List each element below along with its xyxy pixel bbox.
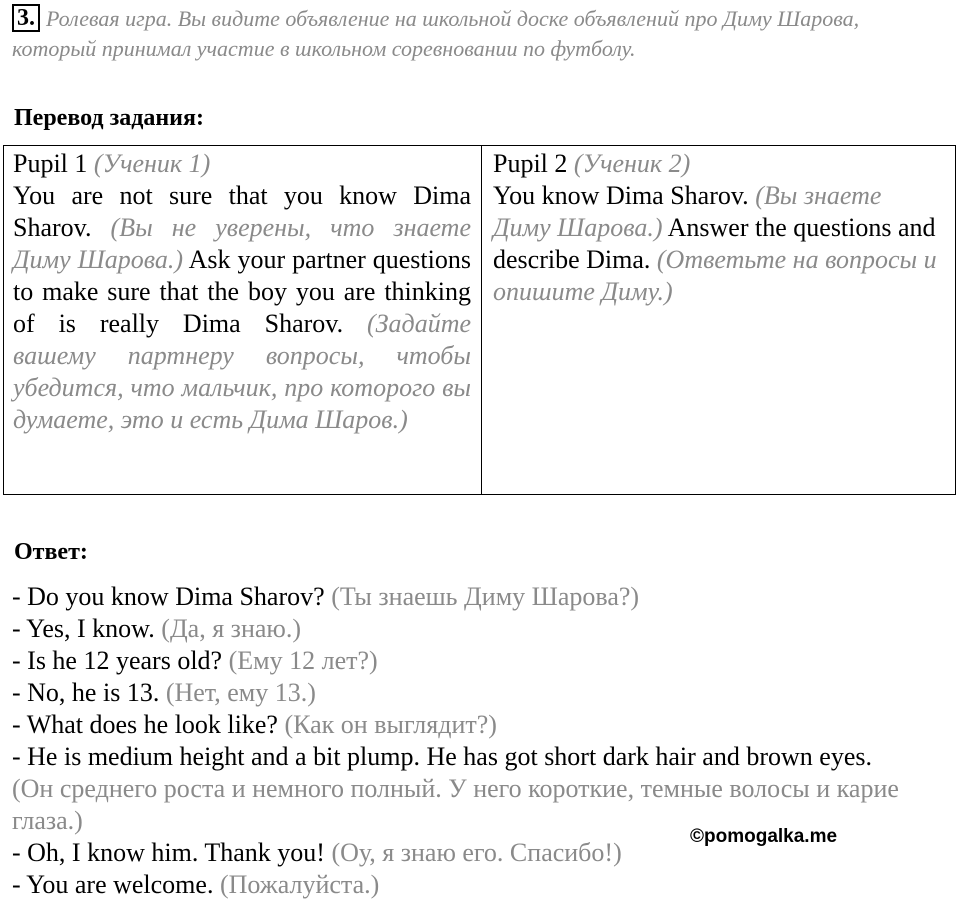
pupil-2-text-1-ru: (Вы знаете Диму Шарова.) bbox=[493, 181, 882, 242]
pupil-1-cell bbox=[4, 146, 482, 494]
answer-line bbox=[12, 613, 952, 645]
watermark: ©pomogalka.me bbox=[690, 826, 838, 847]
answer-en: - Oh, I know him. Thank you! bbox=[12, 838, 325, 867]
answer-en: - Do you know Dima Sharov? bbox=[12, 582, 325, 611]
pupil-2-text-2-ru: (Ответьте на вопросы и опишите Диму.) bbox=[493, 245, 937, 306]
pupil-1-title: Pupil 1 bbox=[13, 149, 88, 178]
answer-ru: (Нет, ему 13.) bbox=[165, 678, 316, 707]
pupil-2-cell bbox=[482, 146, 955, 494]
pupil-1-text-2-ru: (Задайте вашему партнеру вопросы, чтобы убедится, что мальчик, про которого вы думаете, это и есть Дима Шаров.) bbox=[13, 309, 472, 434]
answer-list bbox=[12, 581, 952, 901]
answer-line bbox=[12, 869, 952, 901]
answer-en: - He is medium height and a bit plump. He has got short dark hair and brown eyes. bbox=[12, 742, 872, 771]
answer-ru: (Оу, я знаю его. Спасибо!) bbox=[331, 838, 622, 867]
answer-en: - What does he look like? bbox=[12, 710, 278, 739]
roles-table bbox=[3, 145, 956, 495]
pupil-2-text-1: You know Dima Sharov. bbox=[493, 181, 749, 210]
answer-line bbox=[12, 677, 952, 709]
pupil-2-title: Pupil 2 bbox=[493, 149, 568, 178]
answer-en: - Yes, I know. bbox=[12, 614, 155, 643]
pupil-2-title-row bbox=[493, 148, 945, 180]
pupil-2-title-ru: (Ученик 2) bbox=[573, 149, 691, 178]
pupil-1-title-row bbox=[13, 148, 471, 180]
answer-ru: (Ему 12 лет?) bbox=[228, 646, 378, 675]
pupil-2-body bbox=[493, 180, 945, 308]
answer-line bbox=[12, 581, 952, 613]
pupil-1-text-2: Ask your partner questions to make sure that the boy you are thinking of is really Dima Sharov. bbox=[13, 245, 471, 338]
pupil-1-title-ru: (Ученик 1) bbox=[93, 149, 211, 178]
answer-heading: Ответ: bbox=[14, 539, 88, 565]
answer-en: - Is he 12 years old? bbox=[12, 646, 223, 675]
answer-en: - You are welcome. bbox=[12, 870, 214, 899]
task-block bbox=[12, 4, 952, 64]
pupil-1-text-1-ru: (Вы не уверены, что знаете Диму Шарова.) bbox=[13, 213, 471, 274]
answer-ru: (Да, я знаю.) bbox=[161, 614, 301, 643]
task-text-1: Ролевая игра. Вы видите объявление на школьной доске объявлений про Диму Шарова, bbox=[46, 6, 860, 31]
task-number: 3. bbox=[12, 4, 40, 32]
answer-ru: (Ты знаешь Диму Шарова?) bbox=[331, 582, 640, 611]
answer-en: - No, he is 13. bbox=[12, 678, 160, 707]
pupil-1-body bbox=[13, 180, 471, 436]
task-line-1 bbox=[12, 4, 952, 34]
answer-line bbox=[12, 741, 952, 837]
task-text-2: который принимал участие в школьном соревновании по футболу. bbox=[12, 36, 636, 61]
answer-ru: (Как он выглядит?) bbox=[284, 710, 497, 739]
pupil-2-text-2: Answer the questions and describe Dima. bbox=[493, 213, 936, 274]
answer-ru: (Он среднего роста и немного полный. У него короткие, темные волосы и карие глаза.) bbox=[12, 774, 899, 835]
pupil-1-text-1: You are not sure that you know Dima Sharov. bbox=[13, 181, 471, 242]
translation-heading: Перевод задания: bbox=[14, 105, 204, 131]
answer-line bbox=[12, 709, 952, 741]
answer-ru: (Пожалуйста.) bbox=[219, 870, 380, 899]
answer-line bbox=[12, 645, 952, 677]
